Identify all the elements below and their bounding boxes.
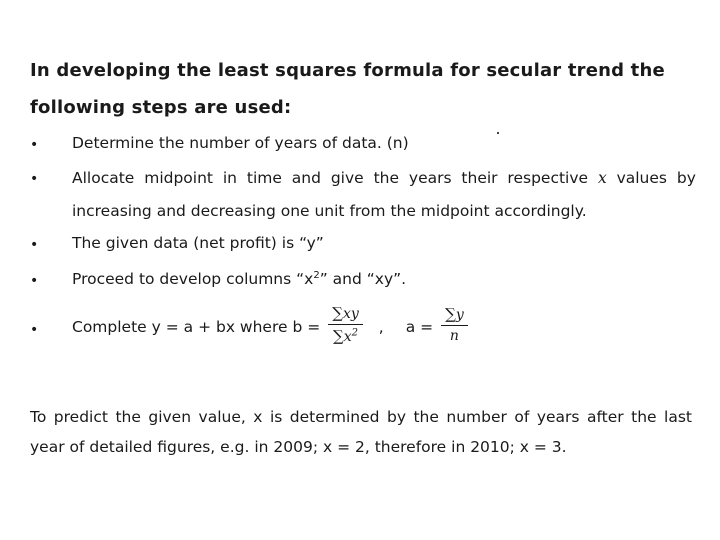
step-given-data: The given data (net profit) is “y” [72, 234, 324, 252]
a-denominator: n [449, 328, 459, 344]
word: midpoint [144, 169, 213, 187]
comma: , [378, 317, 384, 336]
sigma-symbol: ∑ [332, 327, 344, 345]
a-numerator-term: y [455, 307, 464, 323]
b-numerator-term: xy [342, 306, 359, 322]
word: and [291, 169, 321, 187]
word: years [408, 169, 452, 187]
b-numerator [328, 304, 363, 325]
sigma-symbol: ∑ [332, 304, 343, 322]
word: time [246, 169, 282, 187]
bullet-2: • [30, 171, 39, 187]
a-label: a = [405, 317, 434, 336]
word: the [373, 169, 400, 187]
a-numerator [441, 305, 468, 326]
step-complete-equation [72, 306, 470, 347]
superscript: 2 [351, 327, 358, 339]
b-fraction [328, 304, 363, 345]
b-denominator-term: x [343, 329, 352, 345]
superscript: 2 [313, 270, 320, 281]
paragraph-line-1: To predict the given value, x is determined by the number of years after the last [30, 408, 692, 426]
step-allocate-midpoint-line-2: increasing and decreasing one unit from the midpoint accordingly. [72, 202, 587, 220]
b-denominator [329, 325, 362, 345]
bullet-4: • [30, 273, 39, 289]
word: respective [507, 169, 589, 187]
step-text: ” and “xy”. [319, 270, 407, 289]
step-allocate-midpoint [72, 169, 696, 187]
word: Allocate [72, 169, 135, 187]
word: give [330, 169, 364, 187]
step-text: Proceed to develop columns “x [72, 270, 314, 289]
bullet-3: • [30, 237, 39, 253]
bullet-1: • [30, 137, 39, 153]
heading-line-1: In developing the least squares formula for secular trend the [30, 60, 665, 81]
step-develop-columns [72, 270, 406, 288]
step-count-years: Determine the number of years of data. (n) [72, 134, 409, 152]
x-variable: x [597, 169, 607, 187]
word: in [222, 169, 238, 187]
bullet-5: • [30, 322, 39, 338]
prediction-paragraph [30, 402, 692, 462]
equation-text: Complete y = a + bx where b = [72, 317, 321, 336]
paragraph-line-2: year of detailed figures, e.g. in 2009; x = 2, therefore in 2010; x = 3. [30, 438, 567, 456]
sigma-symbol: ∑ [445, 305, 456, 323]
scan-speck [497, 132, 499, 134]
a-fraction [441, 305, 468, 344]
word: their [461, 169, 498, 187]
heading-line-2: following steps are used: [30, 97, 292, 118]
word: by [676, 169, 696, 187]
word: values [616, 169, 667, 187]
